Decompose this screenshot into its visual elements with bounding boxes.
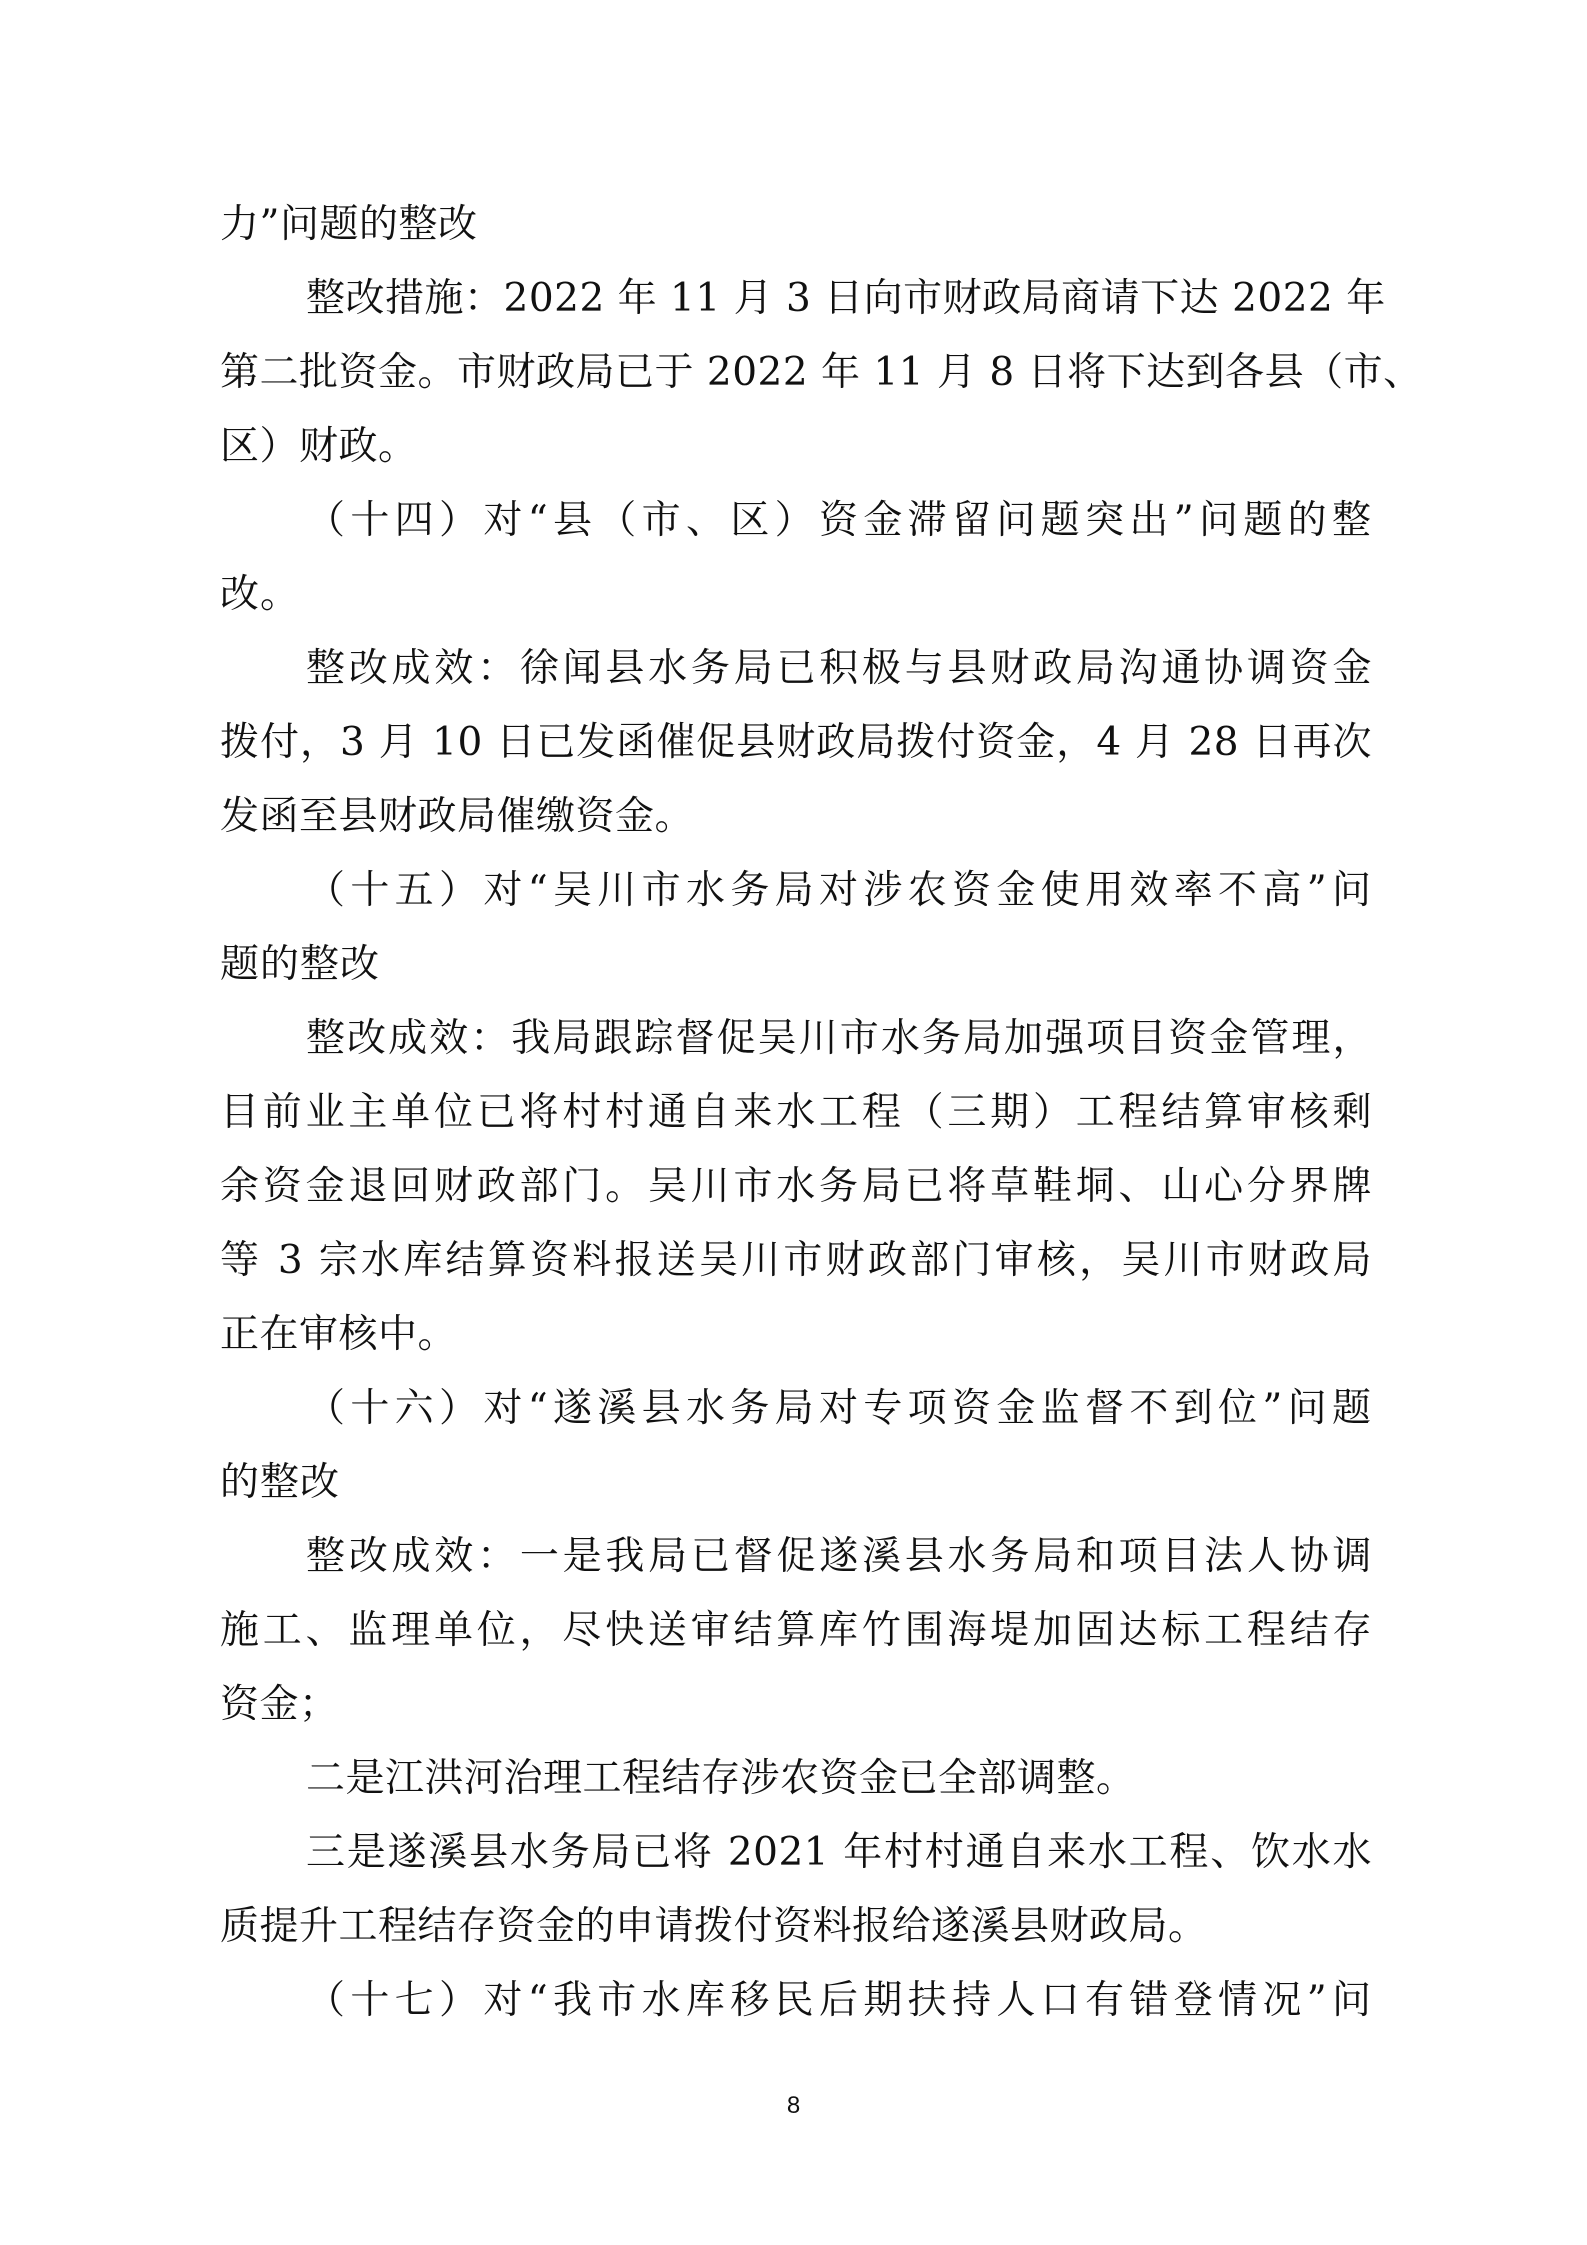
text-line: 三是遂溪县水务局已将 2021 年村村通自来水工程、饮水水: [306, 1830, 1372, 1875]
text-line: 资金；: [220, 1682, 339, 1727]
section-heading-16: （十六）对“遂溪县水务局对专项资金监督不到位”问题: [306, 1386, 1372, 1431]
text-line: 目前业主单位已将村村通自来水工程（三期）工程结算审核剩: [220, 1090, 1372, 1135]
text-line: 整改成效：徐闻县水务局已积极与县财政局沟通协调资金: [306, 646, 1372, 691]
text-line: 整改措施：2022 年 11 月 3 日向市财政局商请下达 2022 年: [306, 276, 1386, 321]
section-heading-17: （十七）对“我市水库移民后期扶持人口有错登情况”问: [306, 1978, 1372, 2023]
text-line: 等 3 宗水库结算资料报送吴川市财政部门审核，吴川市财政局: [220, 1238, 1372, 1283]
text-line: 二是江洪河治理工程结存涉农资金已全部调整。: [306, 1756, 1136, 1801]
text-line: 质提升工程结存资金的申请拨付资料报给遂溪县财政局。: [220, 1904, 1208, 1949]
text-line: 施工、监理单位，尽快送审结算库竹围海堤加固达标工程结存: [220, 1608, 1372, 1653]
text-line: 力”问题的整改: [220, 202, 478, 247]
text-line: 发函至县财政局催缴资金。: [220, 794, 695, 839]
text-line: 余资金退回财政部门。吴川市水务局已将草鞋垌、山心分界牌: [220, 1164, 1372, 1209]
section-heading-16-cont: 的整改: [220, 1460, 341, 1505]
text-line: 正在审核中。: [220, 1312, 458, 1357]
text-line: 拨付，3 月 10 日已发函催促县财政局拨付资金，4 月 28 日再次: [220, 720, 1372, 765]
text-line: 区）财政。: [220, 424, 418, 469]
text-line: 整改成效：我局跟踪督促吴川市水务局加强项目资金管理，: [306, 1016, 1372, 1061]
text-line: 整改成效：一是我局已督促遂溪县水务局和项目法人协调: [306, 1534, 1372, 1579]
section-heading-15-cont: 题的整改: [220, 942, 381, 987]
text-line: 第二批资金。市财政局已于 2022 年 11 月 8 日将下达到各县（市、: [220, 350, 1423, 395]
section-heading-14-cont: 改。: [220, 572, 301, 617]
section-heading-14: （十四）对“县（市、区）资金滞留问题突出”问题的整: [306, 498, 1372, 543]
section-heading-15: （十五）对“吴川市水务局对涉农资金使用效率不高”问: [306, 868, 1372, 913]
page-number: 8: [786, 2092, 801, 2119]
